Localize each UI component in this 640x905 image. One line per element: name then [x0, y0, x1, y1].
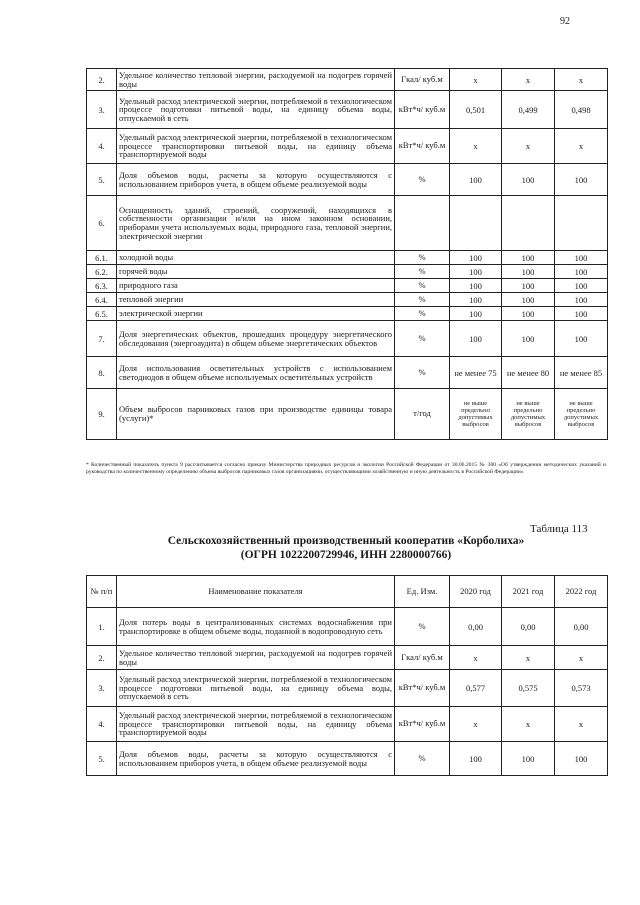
table-row [87, 129, 608, 164]
unit-cell: % [395, 307, 450, 321]
indicator-name: Удельный расход электрической энергии, потребляемой в технологическом процессе подготовки питьевой воды, на единицу объема воды, отпускаемой в сеть [117, 670, 395, 707]
value-2020: 100 [450, 251, 502, 265]
row-number: 6. [87, 196, 117, 251]
value-2022: 100 [555, 279, 608, 293]
row-number: 6.5. [87, 307, 117, 321]
value-2022: 100 [555, 251, 608, 265]
value-2021: 100 [502, 279, 555, 293]
value-2021: x [502, 707, 555, 742]
unit-cell: % [395, 742, 450, 776]
row-number: 9. [87, 389, 117, 440]
value-2022: 0,573 [555, 670, 608, 707]
value-2020: 100 [450, 265, 502, 279]
value-2021: x [502, 646, 555, 670]
value-2020 [450, 196, 502, 251]
value-2020: 100 [450, 279, 502, 293]
unit-cell: кВт*ч/ куб.м [395, 670, 450, 707]
table-row [87, 707, 608, 742]
row-number: 6.4. [87, 293, 117, 307]
row-number: 3. [87, 670, 117, 707]
value-2020: x [450, 129, 502, 164]
row-number: 7. [87, 321, 117, 357]
value-2021: 0,575 [502, 670, 555, 707]
value-2020: 100 [450, 307, 502, 321]
header-unit: Ед. Изм. [395, 576, 450, 608]
value-2021: 100 [502, 164, 555, 196]
value-2020: 0,501 [450, 91, 502, 129]
unit-cell: т/год [395, 389, 450, 440]
unit-cell: % [395, 251, 450, 265]
value-2020: 100 [450, 164, 502, 196]
value-2021: 0,00 [502, 608, 555, 646]
value-2021: 0,499 [502, 91, 555, 129]
table-row [87, 251, 608, 265]
value-2020: 100 [450, 742, 502, 776]
unit-cell: Гкал/ куб.м [395, 69, 450, 91]
row-number: 8. [87, 357, 117, 389]
organization-title: Сельскохозяйственный производственный кооператив «Корболиха» [167, 535, 525, 547]
indicators-table-continued [86, 68, 608, 440]
value-2020: 0,00 [450, 608, 502, 646]
header-2020: 2020 год [450, 576, 502, 608]
value-2022: 100 [555, 742, 608, 776]
value-2022: 100 [555, 293, 608, 307]
value-2021: не менее 80 [502, 357, 555, 389]
indicator-name: Доля энергетических объектов, прошедших процедуру энергетического обследования (энергоаудита) в общем объеме энергетических объектов [117, 321, 395, 357]
value-2021 [502, 196, 555, 251]
indicator-name: Удельное количество тепловой энергии, расходуемой на подогрев горячей воды [117, 646, 395, 670]
value-2020: x [450, 69, 502, 91]
value-2022: 100 [555, 307, 608, 321]
value-2021: x [502, 69, 555, 91]
value-2020: 100 [450, 321, 502, 357]
value-2021: 100 [502, 265, 555, 279]
indicator-name: природного газа [117, 279, 395, 293]
value-2022: 100 [555, 321, 608, 357]
indicators-table-113 [86, 575, 608, 776]
value-2020: x [450, 646, 502, 670]
unit-cell: % [395, 608, 450, 646]
table-row [87, 389, 608, 440]
unit-cell: % [395, 164, 450, 196]
indicator-name: тепловой энергии [117, 293, 395, 307]
row-number: 5. [87, 164, 117, 196]
table-row [87, 321, 608, 357]
value-2021: 100 [502, 307, 555, 321]
value-2021: 100 [502, 742, 555, 776]
value-2022: x [555, 707, 608, 742]
value-2020: x [450, 707, 502, 742]
row-number: 6.3. [87, 279, 117, 293]
footnote: * Количественный показатель пункта 9 рассчитывается согласно приказу Министерства природных ресурсов и экологии Российской Федерации от 30.06.2015 № 300 «Об утверждении методических указаний и руководства по количественному определению объема выбросов парниковых газов организациями, осуществляющими хозяйственную и иную деятельность в Российской Федерации» [86, 462, 606, 476]
value-2020: не выше предельно допустимых выбросов [450, 389, 502, 440]
value-2021: x [502, 129, 555, 164]
header-2022: 2022 год [555, 576, 608, 608]
page-number: 92 [560, 16, 570, 27]
row-number: 6.2. [87, 265, 117, 279]
row-number: 4. [87, 707, 117, 742]
table-row [87, 279, 608, 293]
header-num: № п/п [87, 576, 117, 608]
value-2022: не менее 85 [555, 357, 608, 389]
value-2021: 100 [502, 293, 555, 307]
indicator-name: Удельный расход электрической энергии, потребляемой в технологическом процессе подготовки питьевой воды, на единицу объема воды, отпускаемой в сеть [117, 91, 395, 129]
unit-cell: % [395, 293, 450, 307]
header-name: Наименование показателя [117, 576, 395, 608]
table-row [87, 646, 608, 670]
indicator-name: Удельный расход электрической энергии, потребляемой в технологическом процессе транспортировки питьевой воды, на единицу объема транспортируемой воды [117, 129, 395, 164]
indicator-name: Доля потерь воды в централизованных системах водоснабжения при транспортировке в общем объеме воды, поданной в водопроводную сеть [117, 608, 395, 646]
value-2021: 100 [502, 251, 555, 265]
unit-cell: Гкал/ куб.м [395, 646, 450, 670]
table-row [87, 91, 608, 129]
table-caption: Таблица 113 [530, 523, 588, 535]
value-2022 [555, 196, 608, 251]
table-row [87, 293, 608, 307]
indicator-name: Доля использования осветительных устройств с использованием светодиодов в общем объеме используемых осветительных устройств [117, 357, 395, 389]
value-2022: не выше предельно допустимых выбросов [555, 389, 608, 440]
indicator-name: Объем выбросов парниковых газов при производстве единицы товара (услуги)* [117, 389, 395, 440]
value-2021: не выше предельно допустимых выбросов [502, 389, 555, 440]
header-2021: 2021 год [502, 576, 555, 608]
unit-cell [395, 196, 450, 251]
value-2022: x [555, 646, 608, 670]
value-2020: 100 [450, 293, 502, 307]
table-row [87, 357, 608, 389]
row-number: 2. [87, 646, 117, 670]
indicator-name: Удельный расход электрической энергии, потребляемой в технологическом процессе транспортировки питьевой воды, на единицу объема транспортируемой воды [117, 707, 395, 742]
unit-cell: % [395, 357, 450, 389]
value-2022: 0,00 [555, 608, 608, 646]
table-header-row [87, 576, 608, 608]
value-2022: 100 [555, 265, 608, 279]
table-row [87, 164, 608, 196]
indicator-name: горячей воды [117, 265, 395, 279]
indicator-name: Доля объемов воды, расчеты за которую осуществляются с использованием приборов учета, в общем объеме реализуемой воды [117, 742, 395, 776]
row-number: 5. [87, 742, 117, 776]
unit-cell: кВт*ч/ куб.м [395, 91, 450, 129]
value-2022: 0,498 [555, 91, 608, 129]
value-2021: 100 [502, 321, 555, 357]
indicator-name: электрической энергии [117, 307, 395, 321]
indicator-name: холодной воды [117, 251, 395, 265]
row-number: 4. [87, 129, 117, 164]
indicator-name: Оснащенность зданий, строений, сооружений, находящихся в собственности организации и/или на ином законном основании, приборами учета используемых воды, природного газа, тепловой энергии, электрической энергии [117, 196, 395, 251]
value-2022: x [555, 69, 608, 91]
indicator-name: Доля объемов воды, расчеты за которую осуществляются с использованием приборов учета, в общем объеме реализуемой воды [117, 164, 395, 196]
value-2022: 100 [555, 164, 608, 196]
value-2022: x [555, 129, 608, 164]
table-row [87, 742, 608, 776]
unit-cell: % [395, 321, 450, 357]
unit-cell: кВт*ч/ куб.м [395, 707, 450, 742]
unit-cell: % [395, 265, 450, 279]
table-row [87, 196, 608, 251]
table-row [87, 69, 608, 91]
value-2020: 0,577 [450, 670, 502, 707]
unit-cell: кВт*ч/ куб.м [395, 129, 450, 164]
value-2020: не менее 75 [450, 357, 502, 389]
indicator-name: Удельное количество тепловой энергии, расходуемой на подогрев горячей воды [117, 69, 395, 91]
row-number: 1. [87, 608, 117, 646]
row-number: 2. [87, 69, 117, 91]
row-number: 6.1. [87, 251, 117, 265]
organization-ids: (ОГРН 1022200729946, ИНН 2280000766) [240, 549, 452, 561]
table-row [87, 670, 608, 707]
table-row [87, 265, 608, 279]
row-number: 3. [87, 91, 117, 129]
unit-cell: % [395, 279, 450, 293]
table-row [87, 307, 608, 321]
table-row [87, 608, 608, 646]
